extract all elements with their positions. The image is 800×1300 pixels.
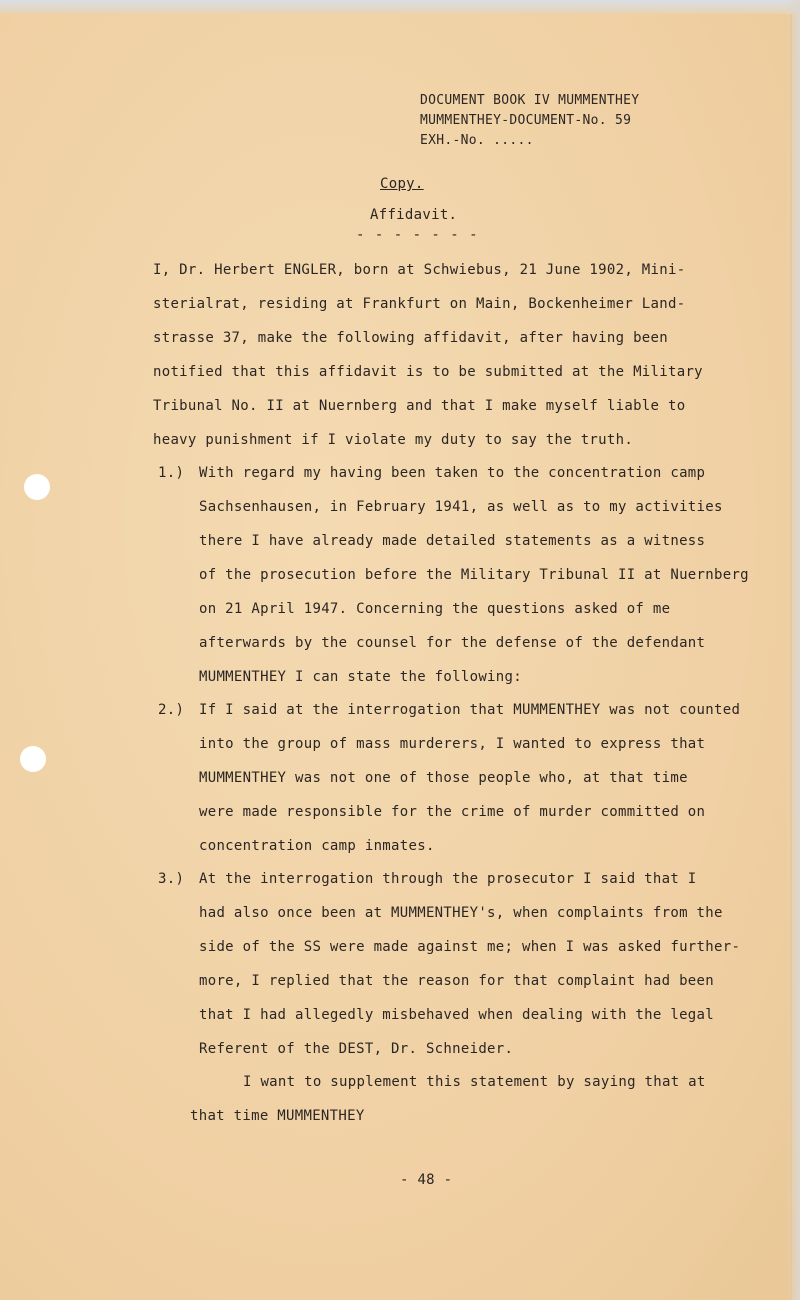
document-header bbox=[420, 91, 639, 151]
intro-line: sterialrat, residing at Frankfurt on Main, Bockenheimer Land- bbox=[153, 296, 686, 312]
item-line: there I have already made detailed statements as a witness bbox=[199, 533, 706, 549]
item-line: into the group of mass murderers, I wanted to express that bbox=[199, 736, 706, 752]
header-line-2: MUMMENTHEY-DOCUMENT-No. 59 bbox=[420, 113, 632, 128]
header-line-3: EXH.-No. ..... bbox=[420, 133, 534, 148]
item-line: more, I replied that the reason for that complaint had been bbox=[199, 973, 714, 989]
item-line: had also once been at MUMMENTHEY's, when complaints from the bbox=[199, 905, 723, 921]
paper-right-shadow bbox=[790, 14, 792, 1300]
item-line: If I said at the interrogation that MUMMENTHEY was not counted bbox=[199, 702, 741, 718]
title-rule: - - - - - - - bbox=[356, 227, 479, 243]
item-line: Sachsenhausen, in February 1941, as well as to my activities bbox=[199, 499, 723, 515]
item-line: MUMMENTHEY I can state the following: bbox=[199, 669, 522, 685]
supplement-line: I want to supplement this statement by saying that at bbox=[243, 1074, 706, 1090]
item-line: afterwards by the counsel for the defense of the defendant bbox=[199, 635, 706, 651]
item-line: that I had allegedly misbehaved when dealing with the legal bbox=[199, 1007, 714, 1023]
intro-line: I, Dr. Herbert ENGLER, born at Schwiebus, 21 June 1902, Mini- bbox=[153, 262, 686, 278]
item-line: of the prosecution before the Military Tribunal II at Nuernberg bbox=[199, 567, 749, 583]
punch-hole-lower bbox=[20, 746, 46, 772]
item-line: MUMMENTHEY was not one of those people who, at that time bbox=[199, 770, 688, 786]
intro-line: strasse 37, make the following affidavit, after having been bbox=[153, 330, 668, 346]
item-line: With regard my having been taken to the concentration camp bbox=[199, 465, 706, 481]
item-number: 1.) bbox=[158, 465, 185, 481]
intro-line: Tribunal No. II at Nuernberg and that I make myself liable to bbox=[153, 398, 686, 414]
punch-hole-upper bbox=[24, 474, 50, 500]
affidavit-title: Affidavit. bbox=[370, 207, 458, 223]
header-line-1: DOCUMENT BOOK IV MUMMENTHEY bbox=[420, 93, 640, 108]
item-line: At the interrogation through the prosecutor I said that I bbox=[199, 871, 697, 887]
supplement-line: that time MUMMENTHEY bbox=[190, 1108, 365, 1124]
item-line: side of the SS were made against me; when I was asked further- bbox=[199, 939, 741, 955]
item-line: concentration camp inmates. bbox=[199, 838, 435, 854]
item-line: were made responsible for the crime of murder committed on bbox=[199, 804, 706, 820]
page-number: - 48 - bbox=[400, 1172, 453, 1188]
intro-line: notified that this affidavit is to be submitted at the Military bbox=[153, 364, 703, 380]
paper-right-edge bbox=[786, 0, 800, 1300]
item-line: on 21 April 1947. Concerning the questions asked of me bbox=[199, 601, 671, 617]
item-number: 2.) bbox=[158, 702, 185, 718]
intro-line: heavy punishment if I violate my duty to say the truth. bbox=[153, 432, 634, 448]
copy-label: Copy. bbox=[380, 176, 424, 192]
item-number: 3.) bbox=[158, 871, 185, 887]
paper-top-edge bbox=[0, 0, 800, 14]
item-line: Referent of the DEST, Dr. Schneider. bbox=[199, 1041, 514, 1057]
